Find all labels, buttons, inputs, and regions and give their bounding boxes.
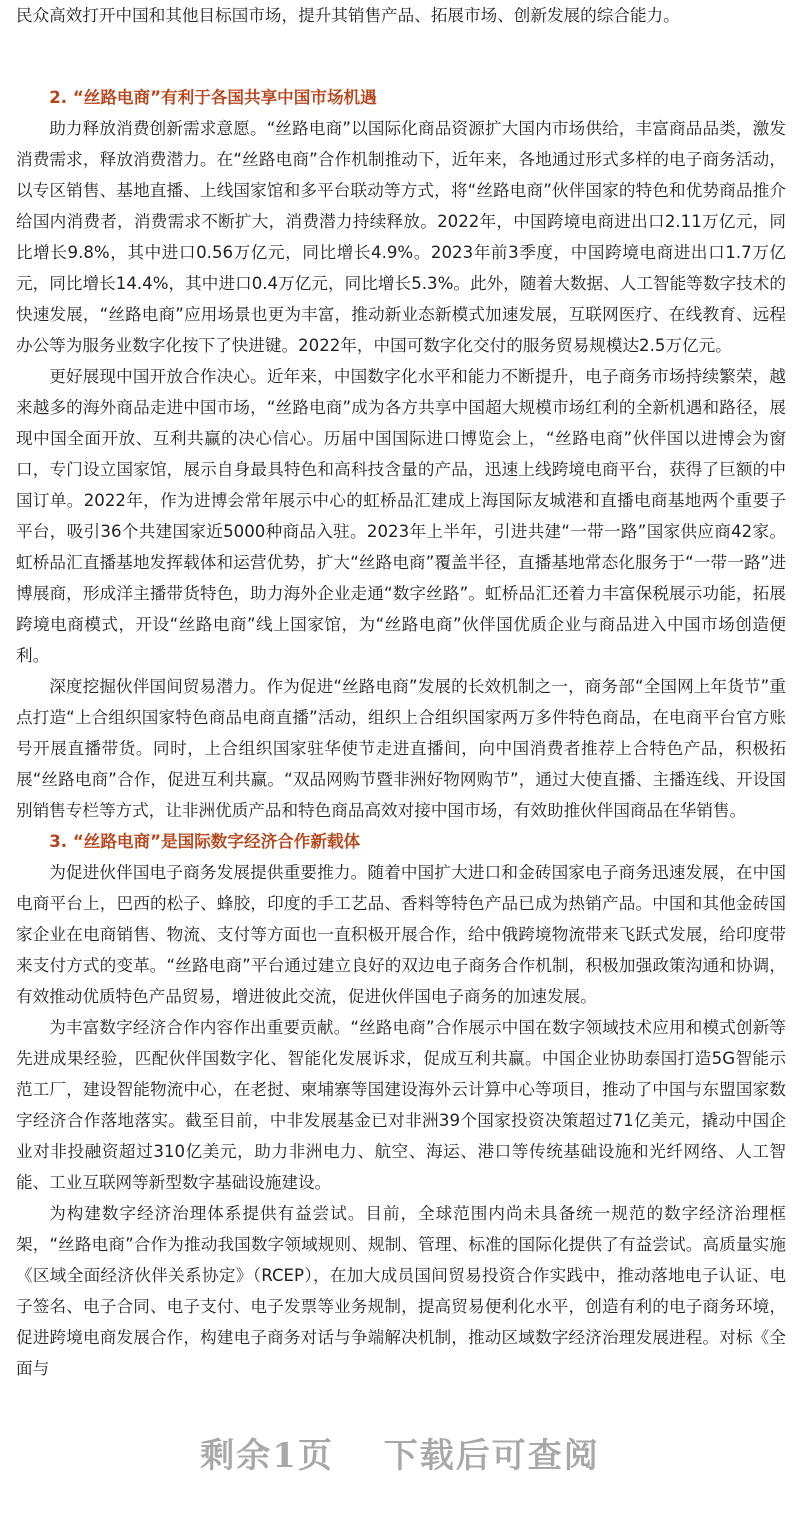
paragraph: 为丰富数字经济合作内容作出重要贡献。“丝路电商”合作展示中国在数字领域技术应用和模式创新等先进成果经验，匹配伙伴国数字化、智能化发展诉求，促成互利共赢。中国企业协助泰国打造5G智能示范工厂，建设智能物流中心，在老挝、柬埔寨等国建设海外云计算中心等项目，推动了中国与东盟国家数字经济合作落地落实。截至目前，中非发展基金已对非洲39个国家投资决策超过71亿美元，撬动中国企业对非投融资超过310亿美元，助力非洲电力、航空、海运、港口等传统基础设施和光纤网络、人工智能、工业互联网等新型数字基础设施建设。 bbox=[16, 1018, 786, 1192]
section-gap bbox=[16, 31, 786, 82]
paragraph: 为构建数字经济治理体系提供有益尝试。目前，全球范围内尚未具备统一规范的数字经济治理框架，“丝路电商”合作为推动我国数字领域规则、规制、管理、标准的国际化提供了有益尝试。高质量实施《区域全面经济伙伴关系协定》（RCEP），在加大成员国间贸易投资合作实践中，推动落地电子认证、电子签名、电子合同、电子支付、电子发票等业务规制，提高贸易便利化水平，创造有利的电子商务环境，促进跨境电商发展合作，构建电子商务对话与争端解决机制，推动区域数字经济治理发展进程。对标《全面与 bbox=[16, 1204, 786, 1378]
remaining-pages-label: 剩余1页 bbox=[200, 1436, 334, 1476]
paragraph: 更好展现中国开放合作决心。近年来，中国数字化水平和能力不断提升，电子商务市场持续繁荣，越来越多的海外商品走进中国市场，“丝路电商”成为各方共享中国超大规模市场红利的全新机遇和路径，展现中国全面开放、互利共赢的决心信心。历届中国国际进口博览会上，“丝路电商”伙伴国以进博会为窗口，专门设立国家馆，展示自身最具特色和高科技含量的产品，迅速上线跨境电商平台，获得了巨额的中国订单。2022年，作为进博会常年展示中心的虹桥品汇建成上海国际友城港和直播电商基地两个重要子平台，吸引36个共建国家近5000种商品入驻。2023年上半年，引进共建“一带一路”国家供应商42家。虹桥品汇直播基地发挥载体和运营优势，扩大“丝路电商”覆盖半径，直播基地常态化服务于“一带一路”进博展商，形成洋主播带货特色，助力海外企业走通“数字丝路”。虹桥品汇还着力丰富保税展示功能，拓展跨境电商模式，开设“丝路电商”线上国家馆，为“丝路电商”伙伴国优质企业与商品进入中国市场创造便利。 bbox=[16, 367, 786, 665]
section-3-heading: 3. “丝路电商”是国际数字经济合作新载体 bbox=[49, 832, 361, 851]
paragraph: 助力释放消费创新需求意愿。“丝路电商”以国际化商品资源扩大国内市场供给，丰富商品品类，激发消费需求，释放消费潜力。在“丝路电商”合作机制推动下，近年来，各地通过形式多样的电子商务活动，以专区销售、基地直播、上线国家馆和多平台联动等方式，将“丝路电商”伙伴国家的特色和优势商品推介给国内消费者，消费需求不断扩大，消费潜力持续释放。2022年，中国跨境电商进出口2.11万亿元，同比增长9.8%，其中进口0.56万亿元，同比增长4.9%。2023年前3季度，中国跨境电商进出口1.7万亿元，同比增长14.4%，其中进口0.4万亿元，同比增长5.3%。此外，随着大数据、人工智能等数字技术的快速发展，“丝路电商”应用场景也更为丰富，推动新业态新模式加速发展，互联网医疗、在线教育、远程办公等为服务业数字化按下了快进键。2022年，中国可数字化交付的服务贸易规模达2.5万亿元。 bbox=[16, 119, 786, 355]
download-to-view-label[interactable]: 下载后可查阅 bbox=[383, 1436, 600, 1476]
download-prompt[interactable] bbox=[0, 1428, 800, 1477]
document-body bbox=[16, 0, 786, 1384]
paragraph: 为促进伙伴国电子商务发展提供重要推力。随着中国扩大进口和金砖国家电子商务迅速发展，在中国电商平台上，巴西的松子、蜂胶，印度的手工艺品、香料等特色产品已成为热销产品。中国和其他金砖国家企业在电商销售、物流、支付等方面也一直积极开展合作，给中俄跨境物流带来飞跃式发展，给印度带来支付方式的变革。“丝路电商”平台通过建立良好的双边电子商务合作机制，积极加强政策沟通和协调，有效推动优质特色产品贸易，增进彼此交流，促进伙伴国电子商务的加速发展。 bbox=[16, 863, 786, 1006]
section-2-heading: 2. “丝路电商”有利于各国共享中国市场机遇 bbox=[49, 88, 377, 107]
intro-tail-paragraph: 民众高效打开中国和其他目标国市场，提升其销售产品、拓展市场、创新发展的综合能力。 bbox=[16, 6, 680, 25]
paragraph: 深度挖掘伙伴国间贸易潜力。作为促进“丝路电商”发展的长效机制之一，商务部“全国网上年货节”重点打造“上合组织国家特色商品电商直播”活动，组织上合组织国家两万多件特色商品，在电商平台官方账号开展直播带货。同时，上合组织国家驻华使节走进直播间，向中国消费者推荐上合特色产品，积极拓展“丝路电商”合作，促进互利共赢。“双品网购节暨非洲好物网购节”，通过大使直播、主播连线、开设国别销售专栏等方式，让非洲优质产品和特色商品高效对接中国市场，有效助推伙伴国商品在华销售。 bbox=[16, 677, 786, 820]
